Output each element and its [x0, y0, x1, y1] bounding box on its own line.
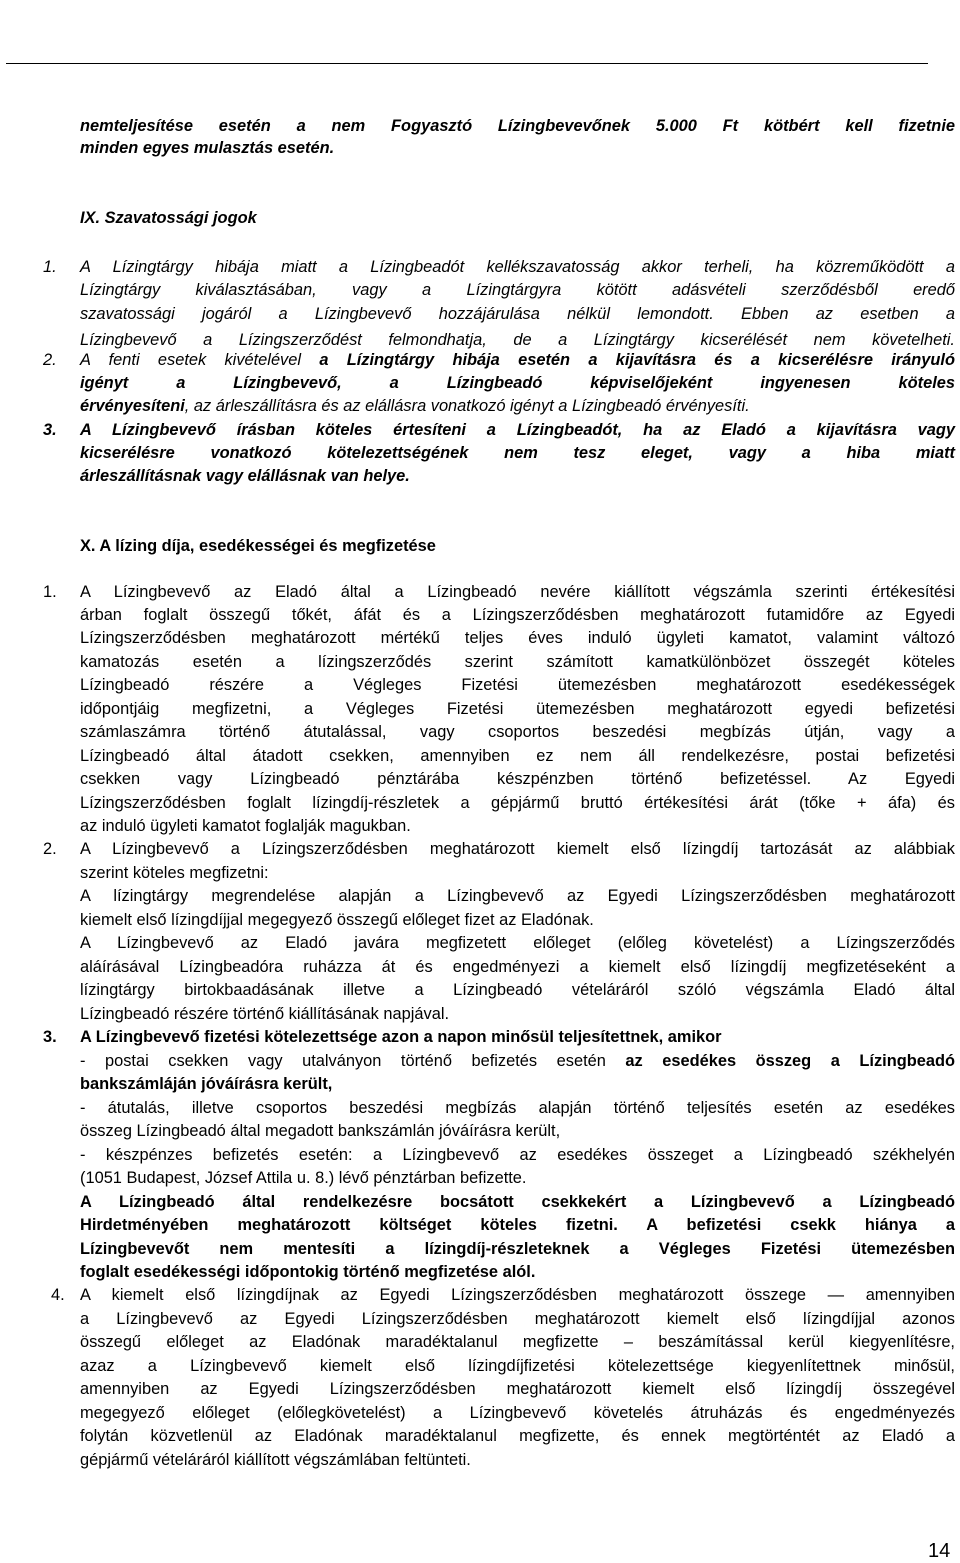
list-number: 1.	[43, 258, 57, 276]
paragraph-line: folytán közvetlenül az Eladónak maradéktalanul megfizette, és ennek megtörténtét az Eladó a	[80, 1427, 955, 1445]
paragraph-line: Lízingbevevő a Lízingszerződést felmondhatja, de a Lízingtárgy kicserélését nem követelheti.	[80, 331, 955, 349]
paragraph-line: lízingtárgy birtokbaadásának illetve a Lízingbeadó vételáráról szóló végszámla Eladó által	[80, 981, 955, 999]
paragraph-line: A Lízingbevevő az Eladó javára megfizetett előleget (előleg követelést) a Lízingszerződés	[80, 934, 955, 952]
paragraph-line: aláírásával Lízingbeadóra ruházza át és engedményezi a kiemelt első lízingdíj megfizetéseként a	[80, 958, 955, 976]
paragraph-line: - postai csekken vagy utalványon történő befizetés esetén az esedékes összeg a Lízingbeadó	[80, 1052, 955, 1070]
paragraph-line: összegű előleget az Eladónak maradéktalanul megfizette – beszámítással kerül kiegyenlítésre,	[80, 1333, 955, 1351]
paragraph-line: szavatossági jogáról a Lízingbevevő hozzájárulása nélkül lemondott. Ebben az esetben a	[80, 305, 955, 323]
paragraph-line: A Lízingbeadó által rendelkezésre bocsátott csekkekért a Lízingbevevő a Lízingbeadó	[80, 1193, 955, 1211]
paragraph-line: kamatozás esetén a lízingszerződés szerint számított kamatkülönbözet összegét köteles	[80, 653, 955, 671]
paragraph-line: A Lízingbevevő az Eladó által a Lízingbeadó nevére kiállított végszámla szerinti értékesítési	[80, 583, 955, 601]
header-divider	[6, 63, 928, 64]
paragraph-line: a Lízingbevevő az Egyedi Lízingszerződésben meghatározott kiemelt első lízingdíjjal azonos	[80, 1310, 955, 1328]
section-heading: IX. Szavatossági jogok	[80, 209, 257, 227]
paragraph-line: Hirdetményében meghatározott költséget köteles fizetni. A befizetési csekk hiánya a	[80, 1216, 955, 1234]
paragraph-line: Lízingszerződésben foglalt lízingdíj-részletek a gépjármű bruttó értékesítési árát (tőke + áfa) és	[80, 794, 955, 812]
paragraph-line: csekken vagy Lízingbeadó pénztárába készpénzben történő befizetéssel. Az Egyedi	[80, 770, 955, 788]
paragraph-line: A Lízingbevevő írásban köteles értesíteni a Lízingbeadót, ha az Eladó a kijavításra vagy	[80, 421, 955, 439]
header-company: Merkantil Bank Zrt.	[6, 27, 149, 46]
paragraph-line: összeg Lízingbeadó által megadott bankszámlán jóváírásra került,	[80, 1122, 561, 1140]
paragraph-line: (1051 Budapest, József Attila u. 8.) lévő pénztárban befizette.	[80, 1169, 527, 1187]
continuation-line: nemteljesítése esetén a nem Fogyasztó Lízingbevevőnek 5.000 Ft kötbért kell fizetnie	[80, 117, 955, 135]
paragraph-line: megegyező előleget (előlegkövetelést) a Lízingbevevő követelés átruházás és engedményezés	[80, 1404, 955, 1422]
paragraph-line: Lízingtárgy kiválasztásában, vagy a Lízingtárgyra kötött adásvételi szerződésből eredő	[80, 281, 955, 299]
list-number: 2.	[43, 840, 57, 858]
paragraph-line: időpontjáig megfizetni, a Végleges Fizetési ütemezésben meghatározott egyedi befizetési	[80, 700, 955, 718]
paragraph-line: igényt a Lízingbevevő, a Lízingbeadó képviselőjeként ingyenesen köteles	[80, 374, 955, 392]
list-number: 2.	[43, 351, 57, 369]
list-number: 3.	[43, 421, 57, 439]
paragraph-line: Lízingbeadó által átadott csekken, amennyiben ez nem áll rendelkezésre, postai befizetési	[80, 747, 955, 765]
paragraph-line: Lízingbeadó részére a Végleges Fizetési ütemezésben meghatározott esedékességek	[80, 676, 955, 694]
paragraph-line: amennyiben az Egyedi Lízingszerződésben meghatározott kiemelt első lízingdíj összegével	[80, 1380, 955, 1398]
paragraph-line: A kiemelt első lízingdíjnak az Egyedi Lízingszerződésben meghatározott összege — amennyiben	[80, 1286, 955, 1304]
paragraph-line: kiemelt első lízingdíjjal megegyező összegű előleget fizet az Eladónak.	[80, 911, 594, 929]
paragraph-line: A Lízingtárgy hibája miatt a Lízingbeadót kellékszavatosság akkor terheli, ha közreműködött a	[80, 258, 955, 276]
page-number: 14	[928, 1540, 951, 1562]
paragraph-line: foglalt esedékességi időpontokig történő megfizetése alól.	[80, 1263, 536, 1281]
paragraph-line: árban foglalt összegű tőkét, áfát és a Lízingszerződésben meghatározott futamidőre az Egyedi	[80, 606, 955, 624]
paragraph-line: - készpénzes befizetés esetén: a Lízingbevevő az esedékes összeget a Lízingbeadó székhelyén	[80, 1146, 955, 1164]
list-number: 3.	[43, 1028, 57, 1046]
paragraph-line: A Lízingbevevő fizetési kötelezettsége azon a napon minősül teljesítettnek, amikor	[80, 1028, 722, 1046]
section-heading: X. A lízing díja, esedékességei és megfizetése	[80, 537, 436, 555]
paragraph-line: árleszállításnak vagy elállásnak van helye.	[80, 467, 410, 485]
paragraph-line: érvényesíteni, az árleszállításra és az elállásra vonatkozó igényt a Lízingbeadó érvényesíti.	[80, 397, 750, 415]
paragraph-line: A fenti esetek kivételével a Lízingtárgy hibája esetén a kijavításra és a kicserélésre irányuló	[80, 351, 956, 369]
header-date: 2016. január 14.	[794, 2, 917, 21]
list-number: 4.	[51, 1286, 65, 1304]
paragraph-line: bankszámláján jóváírásra került,	[80, 1075, 333, 1093]
paragraph-line: - átutalás, illetve csoportos beszedési megbízás alapján történő teljesítés esetén az esedékes	[80, 1099, 955, 1117]
continuation-line: minden egyes mulasztás esetén.	[80, 139, 335, 157]
list-number: 1.	[43, 583, 57, 601]
paragraph-line: gépjármű vételáráról kiállított végszámlában feltünteti.	[80, 1451, 471, 1469]
paragraph-line: kicserélésre vonatkozó kötelezettségének nem tesz eleget, vagy a hiba miatt	[80, 444, 955, 462]
paragraph-line: Lízingszerződésben meghatározott mértékű teljes éves induló ügyleti kamatot, valamint változó	[80, 629, 955, 647]
paragraph-line: azaz a Lízingbevevő kiemelt első lízingdíjfizetési kötelezettsége kiegyenlítettnek minősül,	[80, 1357, 955, 1375]
paragraph-line: számlaszámra történő átutalással, vagy csoportos beszedési megbízás útján, vagy a	[80, 723, 955, 741]
paragraph-line: A Lízingbevevő a Lízingszerződésben meghatározott kiemelt első lízingdíj tartozását az alábbiak	[80, 840, 955, 858]
header-title: Gépjármű zártvégű pénzügyi lízing	[6, 2, 268, 21]
paragraph-line: Lízingbevevőt nem mentesíti a lízingdíj-részleteknek a Végleges Fizetési ütemezésben	[80, 1240, 955, 1258]
paragraph-line: az induló ügyleti kamatot foglalják magukban.	[80, 817, 411, 835]
paragraph-line: A lízingtárgy megrendelése alapján a Lízingbevevő az Egyedi Lízingszerződésben meghatározott	[80, 887, 955, 905]
paragraph-line: Lízingbeadó részére történő kiállításának napjával.	[80, 1005, 450, 1023]
paragraph-line: szerint köteles megfizetni:	[80, 864, 269, 882]
